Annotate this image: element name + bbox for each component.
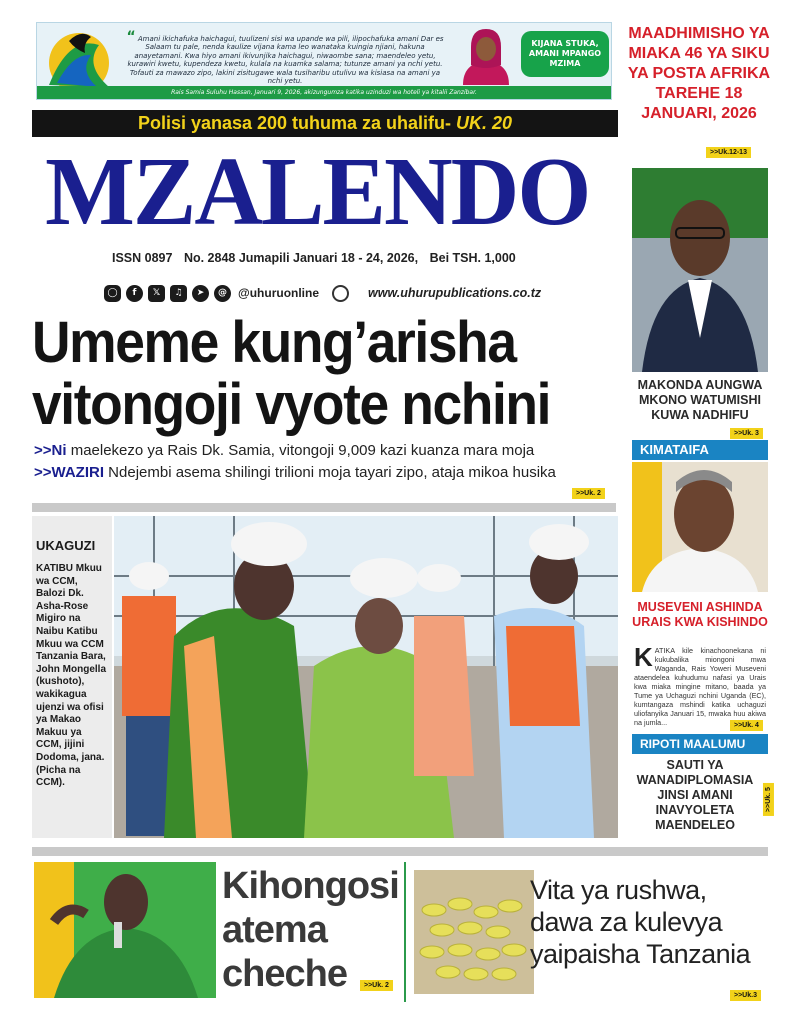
photo-caption-box <box>32 516 112 838</box>
banner-quote: “ Amani ikichafuka haichagui, tuulizeni sisi wa upande wa pili, ilipochafuka amani Dar es Salaam tu pale, nenda kaulize vijana kama leo wanataka kuingia njiani, hakuna anayetamani. Kwa hiyo amani ikivunjika haichagui, niwaombe sana; maendeleo yetu, kurawiri kwetu, kupendeza kwetu, kulala na kuamka salama; tutunze amani ya nchi yetu. Tofauti za mawazo zipo, lakini zisitugawe wala tusiharibu utulivu wa kisiasa na amani ya nchi yetu. <box>126 29 444 86</box>
section-ripoti-maalumu: RIPOTI MAALUMU <box>632 734 768 754</box>
globe-icon <box>332 285 349 302</box>
threads-icon[interactable]: @ <box>214 285 231 302</box>
strip-text: Polisi yanasa 200 tuhuma za uhalifu- <box>137 113 457 133</box>
rushwa-page-ref[interactable]: >>Uk.3 <box>730 990 761 1001</box>
drug-capsules-photo[interactable] <box>414 870 534 994</box>
instagram-icon[interactable]: ◯ <box>104 285 121 302</box>
facebook-icon[interactable]: f <box>126 285 143 302</box>
museveni-photo[interactable] <box>632 462 768 592</box>
deck2-prefix: >>WAZIRI <box>34 464 105 481</box>
issue-line <box>112 251 612 265</box>
kihongosi-page-ref[interactable]: >>Uk. 2 <box>360 980 393 991</box>
strip-page-ref: UK. 20 <box>456 113 513 133</box>
museveni-headline[interactable]: MUSEVENI ASHINDA URAIS KWA KISHINDO <box>632 600 768 629</box>
social-bar <box>104 284 541 302</box>
museveni-body: ATIKA kile kinachoonekana ni kukubalika miongoni mwa Waganda, Rais Yoweri Museveni ataendelea kuhudumu nafasi ya Urais kwa miaka mingine mitano, baada ya Tume ya Uchaguzi nchini Uganda (EC), kumtangaza mshindi katika uchaguzi uliofanyika Januari 15, mwaka huu akiwa na jumla... <box>634 646 766 727</box>
bottom-divider <box>32 847 768 856</box>
construction-inspection-photo[interactable] <box>114 516 618 838</box>
museveni-page-ref[interactable]: >>Uk. 4 <box>730 720 763 731</box>
section-kimataifa: KIMATAIFA <box>632 440 768 460</box>
lead-headline-line1: Umeme kung’arisha <box>32 310 516 375</box>
website-link[interactable]: www.uhurupublications.co.tz <box>368 286 542 300</box>
president-portrait <box>455 25 517 85</box>
section-divider <box>32 503 616 512</box>
x-icon[interactable]: 𝕏 <box>148 285 165 302</box>
lead-headline-line2: vitongoji vyote nchini <box>32 372 551 437</box>
issn: ISSN 0897 <box>112 251 173 265</box>
telegram-icon[interactable]: ➤ <box>192 285 209 302</box>
issue-price: Bei TSH. 1,000 <box>429 251 516 265</box>
bottom-column-divider <box>404 862 406 1002</box>
deck2-text: Ndejembi asema shilingi trilioni moja tayari zipo, ataja mikoa husika <box>104 464 556 481</box>
quote-mark-icon: “ <box>126 29 136 45</box>
dropcap: K <box>634 642 653 672</box>
kihongosi-photo[interactable] <box>34 862 216 998</box>
police-teaser-strip[interactable] <box>32 110 618 137</box>
lead-deck-2 <box>34 464 556 481</box>
banner-slogan-badge: KIJANA STUKA, AMANI MPANGO MZIMA <box>521 31 609 77</box>
deck1-prefix: >>Ni <box>34 442 67 459</box>
museveni-story <box>634 642 766 727</box>
lead-page-ref[interactable]: >>Uk. 2 <box>572 488 605 499</box>
deck1-text: maelekezo ya Rais Dk. Samia, vitongoji 9,009 kazi kuanza mara moja <box>66 442 535 459</box>
promo-page-ref[interactable]: >>Uk.12-13 <box>706 147 751 158</box>
social-handle[interactable]: @uhuruonline <box>238 286 320 300</box>
kihongosi-headline[interactable]: Kihongosi atema cheche <box>222 865 399 995</box>
caption-body: KATIBU Mkuu wa CCM, Balozi Dk. Asha-Rose Migiro na Naibu Katibu Mkuu wa CCM Tanzania Bara, John Mongella (kushoto), wakikagua ujenzi wa ofisi ya Makao Makuu ya CCM, jijini Dodoma, jana. (Picha na CCM). <box>36 563 106 789</box>
lead-deck-1 <box>34 442 534 459</box>
posta-promo-headline[interactable]: MAADHIMISHO YA MIAKA 46 YA SIKU YA POSTA AFRIKA TAREHE 18 JANUARI, 2026 <box>627 25 771 122</box>
diplomats-page-ref[interactable]: >>Uk. 5 <box>763 783 774 816</box>
banner-caption: Rais Samia Suluhu Hassan, Januari 9, 2026, akizungumza katika uzinduzi wa hoteli ya kitalii Zanzibar. <box>37 86 611 99</box>
makonda-page-ref[interactable]: >>Uk. 3 <box>730 428 763 439</box>
masthead-title: MZALENDO <box>45 138 590 246</box>
tiktok-icon[interactable]: ♫ <box>170 285 187 302</box>
top-banner-ad[interactable] <box>36 22 612 100</box>
caption-title: UKAGUZI <box>36 538 96 553</box>
rushwa-headline[interactable]: Vita ya rushwa, dawa za kulevya yaipaisha Tanzania <box>530 875 751 969</box>
makonda-photo[interactable] <box>632 168 768 372</box>
makonda-headline[interactable]: MAKONDA AUNGWA MKONO WATUMISHI KUWA NADHIFU <box>637 378 763 422</box>
issue-details: No. 2848 Jumapili Januari 18 - 24, 2026, <box>183 251 419 265</box>
diplomats-headline[interactable]: SAUTI YA WANADIPLOMASIA JINSI AMANI INAVYOLETA MAENDELEO <box>636 758 754 832</box>
lead-headline[interactable] <box>32 312 620 436</box>
